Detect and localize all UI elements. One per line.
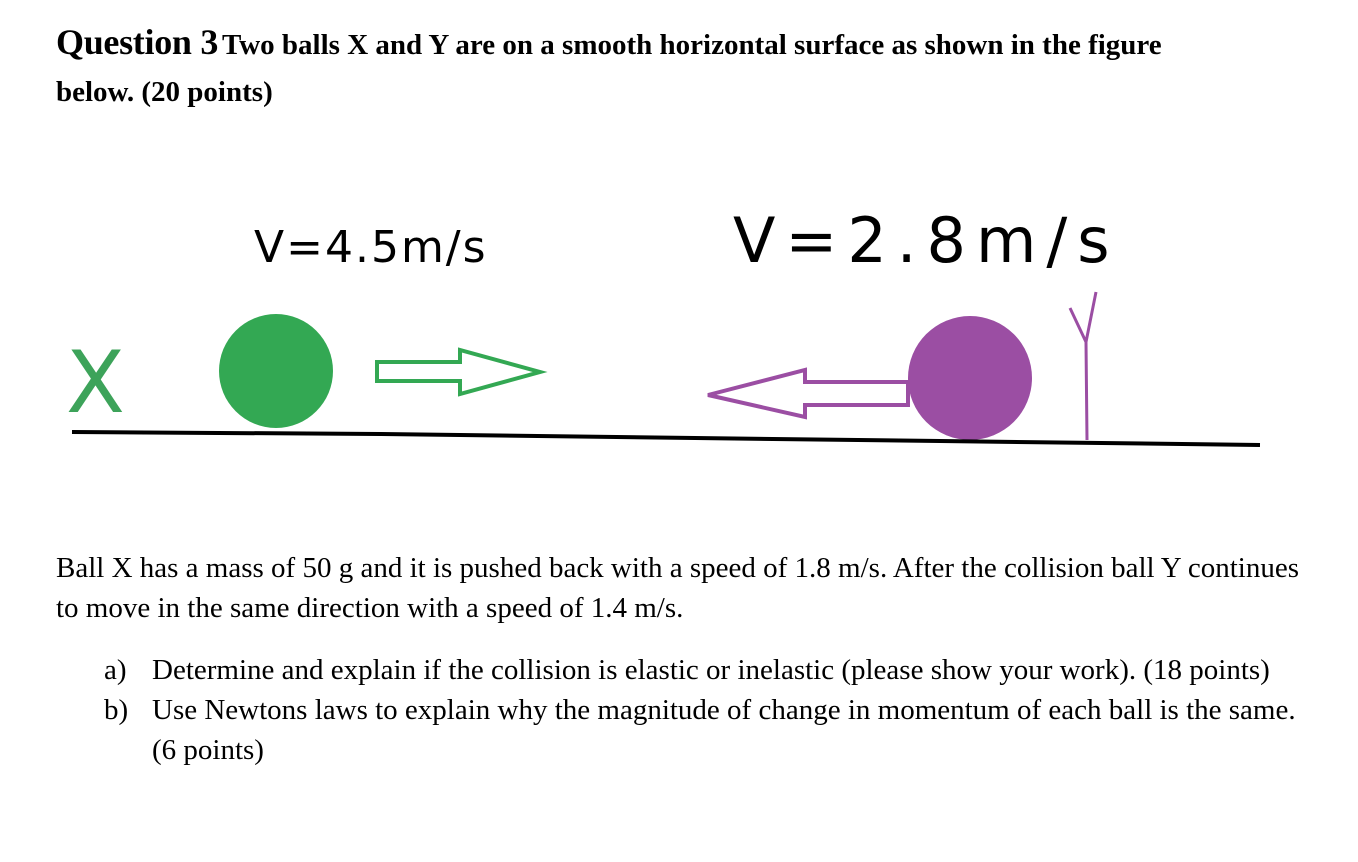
surface-line: [72, 432, 1260, 445]
question-part-a: [104, 650, 1304, 690]
problem-description: Ball X has a mass of 50 g and it is pushed back with a speed of 1.8 m/s. After the collision ball Y continues to move in the same direction with a speed of 1.4 m/s.: [56, 552, 1300, 624]
part-b-text: Use Newtons laws to explain why the magnitude of change in momentum of each ball is the same. (6 points): [152, 694, 1296, 766]
ball-x-letter: X: [66, 333, 125, 433]
question-part-b: [104, 690, 1304, 770]
ball-y-letter: [1070, 292, 1096, 440]
question-parts: [104, 650, 1304, 770]
part-a-text: Determine and explain if the collision is elastic or inelastic (please show your work). (18 points): [152, 654, 1270, 686]
question-prompt-line2: below. (20 points): [56, 76, 273, 108]
arrow-y-left: [708, 370, 908, 417]
part-a-label: a): [104, 654, 127, 686]
ball-x: [219, 314, 333, 428]
part-b-label: b): [104, 694, 129, 726]
question-number: Question 3: [56, 22, 219, 62]
velocity-y-label: V=2.8m/s: [733, 204, 1120, 277]
ball-y-letter-text: Y: [0, 0, 1, 1]
question-prompt-line1: Two balls X and Y are on a smooth horizontal surface as shown in the figure: [222, 29, 1162, 61]
question-header: [56, 20, 1296, 114]
arrow-x-right: [377, 350, 540, 394]
velocity-x-label: V=4.5m/s: [254, 222, 488, 273]
ball-y: [908, 316, 1032, 440]
